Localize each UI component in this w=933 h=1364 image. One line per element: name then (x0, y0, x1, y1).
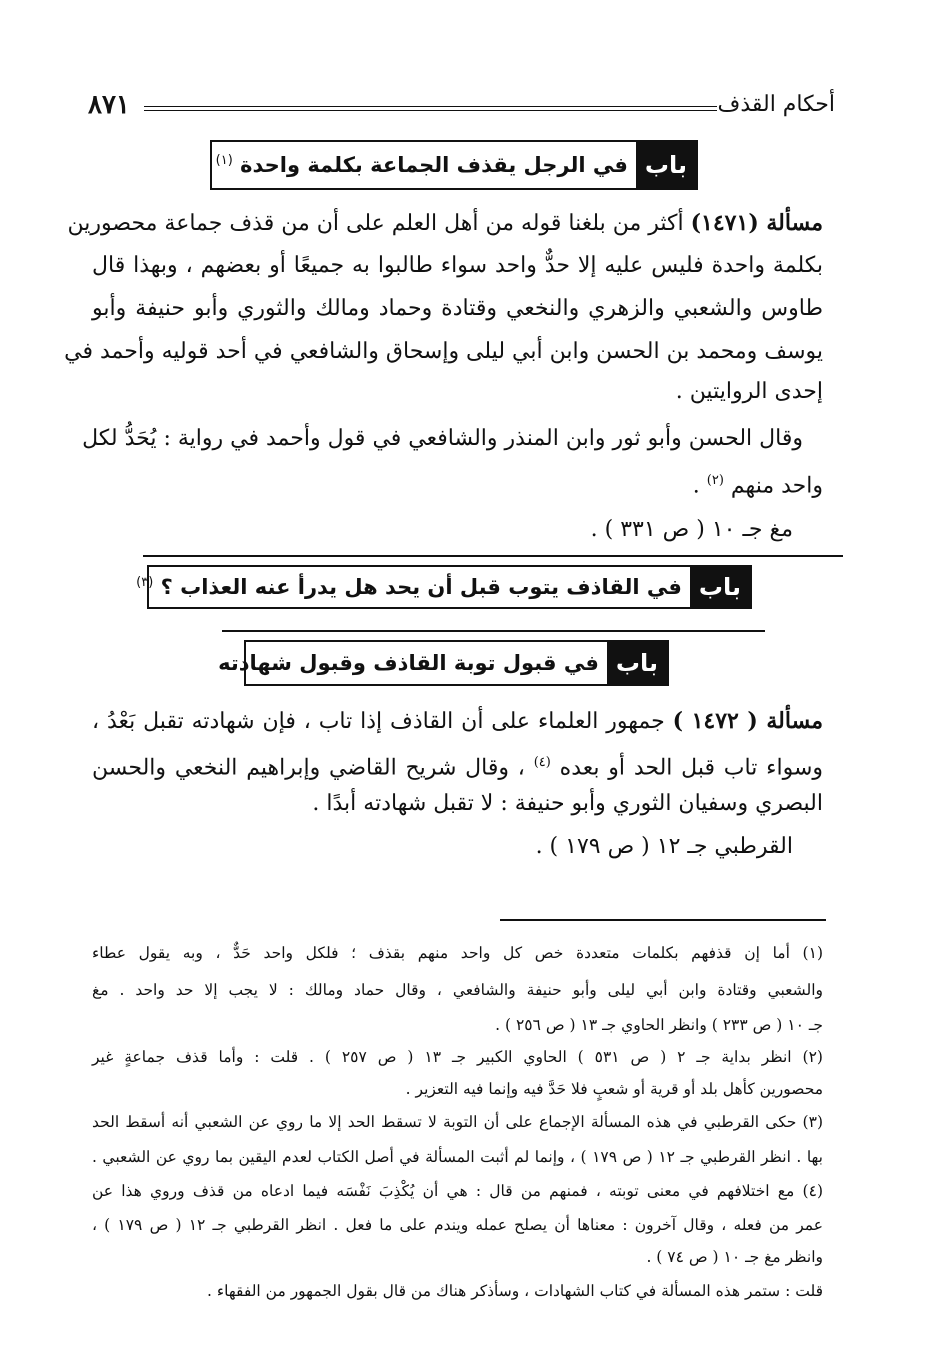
footnote-line: عمر من فعله ، وقال آخرون : معناها أن يصلح عمله ويندم على ما فعل . انظر القرطبي جـ ١٢ ( ص ١٧٩ ) ، (92, 1216, 823, 1234)
text-line: إحدى الروايتين . (675, 379, 823, 404)
masala-label: مسألة (١٤٧١) (690, 210, 823, 236)
text-line (92, 748, 823, 783)
header-rule (144, 106, 717, 111)
footnote-line: بها . انظر القرطبي جـ ١٢ ( ص ١٧٩ ) ، وإنما لم أثبت المسألة في أصل الكتاب لعدم اليقين بما روي عن الشعبي . (92, 1148, 823, 1166)
footnote-line: (١) أما إن قذفهم بكلمات متعددة خص كل واحد منهم بقذف ؛ فلكل واحد حَدٌّ ، وبه يقول عطاء (92, 944, 823, 962)
text-span: ، وقال شريح القاضي وإبراهيم النخعي والحسن (92, 755, 525, 781)
text-span: وسواء تاب قبل الحد أو بعده (559, 755, 824, 781)
text-line: وقال الحسن وأبو ثور وابن المنذر والشافعي في قول وأحمد في رواية : يُحَدُّ لكل (82, 426, 803, 451)
section-rule (143, 555, 843, 557)
footnote-line: (٢) انظر بداية جـ ٢ ( ص ٥٣١ ) الحاوي الكبير جـ ١٣ ( ص ٢٥٧ ) . قلت : وأما قذف جماعةٍ غير (92, 1048, 823, 1066)
text-span: واحد منهم (730, 473, 823, 499)
running-title: أحكام القذف (717, 92, 835, 117)
source-reference: مغ جـ ١٠ ( ص ٣٣١ ) . (590, 517, 793, 542)
footnote-rule (500, 919, 826, 921)
bab-label: باب (636, 142, 696, 188)
text-line (67, 208, 823, 239)
text-line: البصري وسفيان الثوري وأبو حنيفة : لا تقبل شهادته أبدًا . (312, 791, 823, 816)
page-number: ٨٧١ (88, 90, 130, 120)
footnote-ref-2: (٢) (706, 473, 724, 488)
footnote-line: محصورين كأهل بلد أو قرية أو شعبٍ فلا حَدَّ فيه وإنما فيه التعزير . (405, 1080, 823, 1098)
text-line: يوسف ومحمد بن الحسن وابن أبي ليلى وإسحاق والشافعي في أحد قوليه وأحمد في (64, 339, 823, 364)
footnote-ref-1: (١) (215, 153, 233, 168)
footnote-line: قلت : ستمر هذه المسألة في كتاب الشهادات ، وسأذكر هناك من قال بقول الجمهور من الفقهاء . (207, 1282, 823, 1300)
footnote-line: وانظر مغ جـ ١٠ ( ص ٧٤ ) . (646, 1248, 823, 1266)
footnote-ref-3: (٣) (136, 575, 154, 590)
section-heading-2 (136, 565, 752, 609)
text-line: طاوس والشعبي والزهري والنخعي وقتادة وحماد ومالك والثوري وأبو حنيفة وأبو (92, 296, 823, 321)
section-heading-3 (218, 640, 669, 686)
masala-label: مسألة ( ١٤٧٢ ) (672, 708, 823, 734)
footnote-line: والشعبي وقتادة وابن أبي ليلى وأبو حنيفة والشافعي ، وقال حماد ومالك : لا يجب إلا حد واحد . مغ (92, 981, 823, 999)
text-line: بكلمة واحدة فليس عليه إلا حدٌّ واحد سواء طالبوا به جميعًا أو بعضهم ، وبهذا قال (92, 253, 823, 278)
footnote-ref-4: (٤) (533, 755, 551, 770)
footnote-line: (٣) حكى القرطبي في هذه المسألة الإجماع على أن التوبة لا تسقط الحد إلا ما روي عن الشعبي أنه أسقط الحد (92, 1113, 823, 1131)
footnote-line: (٤) مع اختلافهم في معنى توبته ، فمنهم من قال : هي أن يُكْذِبَ نَفْسَه فيما ادعاه من قذف وروي هذا عن (92, 1182, 823, 1200)
footnote-line: جـ ١٠ ( ص ٢٣٣ ) وانظر الحاوي جـ ١٣ ( ص ٢٥٦ ) . (495, 1016, 823, 1034)
section-title-text: في القاذف يتوب قبل أن يحد هل يدرأ عنه العذاب ؟ (160, 575, 682, 599)
section-heading-1 (210, 140, 698, 190)
text-span: أكثر من بلغنا قوله من أهل العلم على أن من قذف جماعة محصورين (67, 211, 684, 236)
text-span: جمهور العلماء على أن القاذف إذا تاب ، فإن شهادته تقبل بَعْدُ ، (92, 709, 665, 734)
bab-label: باب (690, 567, 750, 607)
text-line (92, 466, 823, 501)
running-header (88, 92, 835, 126)
text-span: . (692, 473, 700, 499)
bab-label: باب (607, 642, 667, 684)
text-line (92, 706, 823, 737)
source-reference: القرطبي جـ ١٢ ( ص ١٧٩ ) . (535, 834, 793, 859)
section-title (208, 153, 636, 177)
section-title-text: في الرجل يقذف الجماعة بكلمة واحدة (240, 153, 628, 177)
section-title: في قبول توبة القاذف وقبول شهادته (218, 651, 599, 675)
section-rule (222, 630, 765, 632)
section-title (128, 575, 690, 599)
